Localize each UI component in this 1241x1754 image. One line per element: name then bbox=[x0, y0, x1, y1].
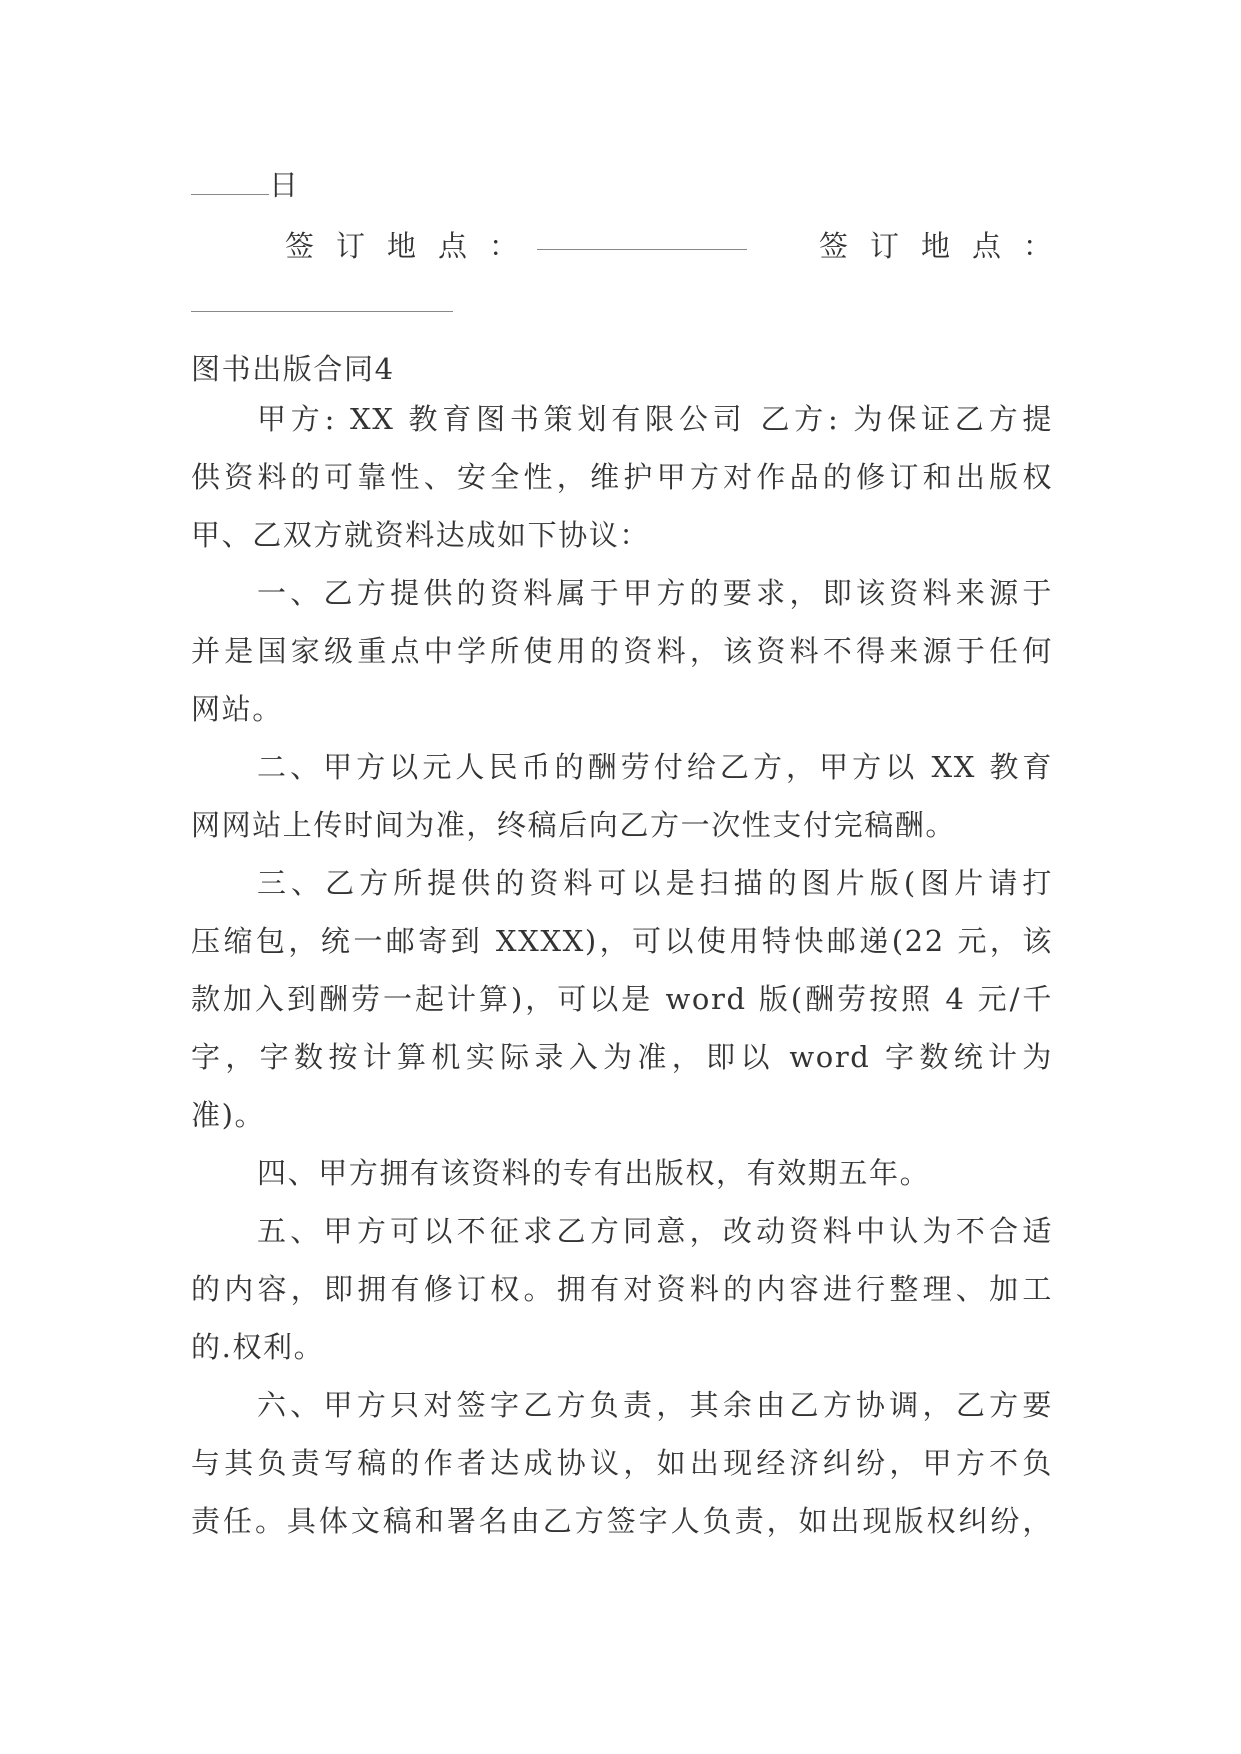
paragraph-line: 网站。 bbox=[191, 692, 283, 726]
sign-place-label-right: 签订地点： bbox=[819, 229, 1075, 263]
paragraph-line: 并是国家级重点中学所使用的资料，该资料不得来源于任何 bbox=[191, 634, 1053, 668]
paragraph-line: 的.权利。 bbox=[191, 1330, 325, 1364]
paragraph-line: 压缩包，统一邮寄到 XXXX)，可以使用特快邮递(22 元，该 bbox=[191, 924, 1053, 958]
paragraph-line: 责任。具体文稿和署名由乙方签字人负责，如出现版权纠纷， bbox=[191, 1504, 1053, 1538]
paragraph-line: 准)。 bbox=[191, 1098, 266, 1132]
day-suffix: 日 bbox=[269, 168, 300, 202]
paragraph-line: 六、甲方只对签字乙方负责，其余由乙方协调，乙方要 bbox=[257, 1388, 1053, 1422]
paragraph-line: 字，字数按计算机实际录入为准，即以 word 字数统计为 bbox=[191, 1040, 1053, 1074]
paragraph-line: 与其负责写稿的作者达成协议，如出现经济纠纷，甲方不负 bbox=[191, 1446, 1053, 1480]
paragraph-line: 四、甲方拥有该资料的专有出版权，有效期五年。 bbox=[257, 1156, 931, 1190]
paragraph-line: 甲、乙双方就资料达成如下协议： bbox=[191, 518, 651, 552]
paragraph-line: 的内容，即拥有修订权。拥有对资料的内容进行整理、加工 bbox=[191, 1272, 1053, 1306]
sign-place-blank-left bbox=[537, 248, 747, 250]
sign-place-blank-right bbox=[191, 311, 453, 312]
paragraph-line: 五、甲方可以不征求乙方同意，改动资料中认为不合适 bbox=[257, 1214, 1053, 1248]
paragraph-line: 三、乙方所提供的资料可以是扫描的图片版(图片请打 bbox=[257, 866, 1053, 900]
day-blank bbox=[191, 164, 269, 195]
contract-body bbox=[191, 390, 1053, 1550]
sign-place-row bbox=[191, 214, 1075, 272]
contract-title: 图书出版合同4 bbox=[191, 352, 395, 386]
paragraph-line: 网网站上传时间为准，终稿后向乙方一次性支付完稿酬。 bbox=[191, 808, 957, 842]
sign-place-label-left: 签订地点： bbox=[285, 229, 541, 263]
paragraph-line: 二、甲方以元人民币的酬劳付给乙方，甲方以 XX 教育 bbox=[257, 750, 1053, 784]
paragraph-line: 甲方: XX 教育图书策划有限公司 乙方: 为保证乙方提 bbox=[257, 402, 1053, 436]
paragraph-line: 供资料的可靠性、安全性，维护甲方对作品的修订和出版权 bbox=[191, 460, 1053, 494]
paragraph-line: 一、乙方提供的资料属于甲方的要求，即该资料来源于 bbox=[257, 576, 1053, 610]
date-line bbox=[191, 156, 1053, 214]
paragraph-line: 款加入到酬劳一起计算)，可以是 word 版(酬劳按照 4 元/千 bbox=[191, 982, 1053, 1016]
